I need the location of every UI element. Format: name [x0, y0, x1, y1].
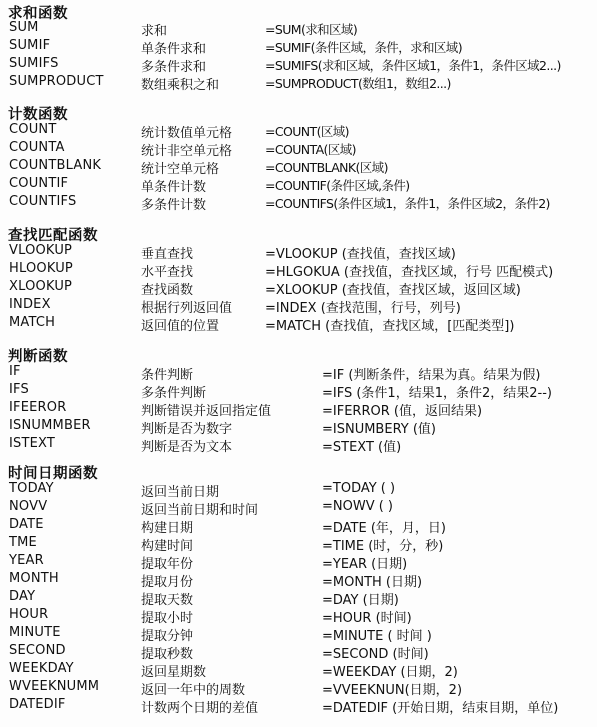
function-description: 构建时间	[141, 539, 194, 554]
function-row	[0, 315, 597, 333]
function-syntax: =COUNTA(区域)	[265, 142, 356, 157]
section-title: 查找匹配函数	[8, 228, 98, 244]
function-syntax: =XLOOKUP (查找值，查找区域，返回区域)	[265, 283, 521, 298]
function-name: ISNUMMBER	[9, 418, 91, 433]
function-syntax: =ISNUMBERY (值)	[322, 422, 436, 437]
function-name: HOUR	[9, 607, 49, 622]
function-name: IFEEROR	[9, 400, 67, 415]
function-syntax: =IF (判断条件，结果为真。结果为假)	[322, 368, 541, 383]
function-syntax: =COUNT(区域)	[265, 124, 349, 139]
section-title: 时间日期函数	[8, 466, 98, 482]
function-description: 返回值的位置	[141, 319, 220, 334]
function-name: NOVV	[9, 499, 48, 514]
function-name: MONTH	[9, 571, 59, 586]
function-name: COUNTBLANK	[9, 158, 102, 173]
function-description: 提取天数	[141, 593, 194, 608]
function-name: SUMIFS	[9, 56, 59, 71]
function-row	[0, 400, 597, 418]
function-syntax: =DAY (日期)	[322, 593, 399, 608]
function-description: 返回一年中的周数	[141, 683, 246, 698]
function-name: SECOND	[9, 643, 66, 658]
function-description: 返回当前日期	[141, 485, 220, 500]
function-name: SUMPRODUCT	[9, 74, 104, 89]
function-description: 判断是否为文本	[141, 440, 233, 455]
function-description: 单条件计数	[141, 180, 207, 195]
section-title: 判断函数	[8, 349, 68, 365]
function-description: 条件判断	[141, 368, 194, 383]
function-syntax: =IFERROR (值，返回结果)	[322, 404, 483, 419]
function-syntax: =DATE (年，月，日)	[322, 521, 446, 536]
function-syntax: =NOWV ( )	[322, 499, 394, 514]
function-description: 单条件求和	[141, 42, 207, 57]
function-row	[0, 436, 597, 454]
function-name: COUNTIFS	[9, 194, 77, 209]
function-syntax: =MATCH (查找值，查找区域，[匹配类型])	[265, 319, 515, 334]
function-row	[0, 661, 597, 679]
function-description: 多条件求和	[141, 60, 207, 75]
function-description: 查找函数	[141, 283, 194, 298]
function-description: 提取年份	[141, 557, 194, 572]
function-name: COUNTA	[9, 140, 65, 155]
function-row	[0, 158, 597, 176]
function-name: TODAY	[9, 481, 54, 496]
function-description: 提取月份	[141, 575, 194, 590]
function-syntax: =SECOND (时间)	[322, 647, 429, 662]
function-row	[0, 382, 597, 400]
function-description: 水平查找	[141, 265, 194, 280]
function-row	[0, 571, 597, 589]
function-name: COUNTIF	[9, 176, 69, 191]
function-name: XLOOKUP	[9, 279, 73, 294]
function-syntax: =IFS (条件1，结果1，条件2，结果2--)	[322, 386, 552, 401]
function-syntax: =YEAR (日期)	[322, 557, 408, 572]
function-row	[0, 122, 597, 140]
function-row	[0, 625, 597, 643]
function-name: MATCH	[9, 315, 56, 330]
function-name: TME	[9, 535, 37, 550]
function-syntax: =DATEDIF (开始日期，结束目期，单位)	[322, 701, 559, 716]
function-row	[0, 517, 597, 535]
function-description: 提取小时	[141, 611, 194, 626]
function-description: 求和	[141, 24, 168, 39]
function-name: WEEKDAY	[9, 661, 74, 676]
function-row	[0, 140, 597, 158]
function-syntax: =VLOOKUP (查找值，查找区域)	[265, 247, 456, 262]
function-row	[0, 56, 597, 74]
function-row	[0, 176, 597, 194]
function-syntax: =COUNTIF(条件区域,条件)	[265, 178, 410, 193]
function-name: IF	[9, 364, 21, 379]
function-name: VLOOKUP	[9, 243, 73, 258]
function-name: SUMIF	[9, 38, 51, 53]
function-name: DATEDIF	[9, 697, 66, 712]
function-syntax: =SUM(求和区域)	[265, 22, 358, 37]
function-description: 提取分钟	[141, 629, 194, 644]
function-name: ISTEXT	[9, 436, 56, 451]
function-description: 数组乘积之和	[141, 78, 220, 93]
function-syntax: =MONTH (日期)	[322, 575, 423, 590]
function-name: MINUTE	[9, 625, 61, 640]
function-name: SUM	[9, 20, 39, 35]
function-row	[0, 679, 597, 697]
function-name: DAY	[9, 589, 36, 604]
function-syntax: =VVEEKNUN(日期，2)	[322, 683, 463, 698]
function-row	[0, 589, 597, 607]
function-row	[0, 607, 597, 625]
function-syntax: =SUMPRODUCT(数组1，数组2...)	[265, 76, 451, 91]
function-syntax: =HOUR (时间)	[322, 611, 412, 626]
function-row	[0, 243, 597, 261]
function-name: INDEX	[9, 297, 51, 312]
function-description: 返回星期数	[141, 665, 207, 680]
function-description: 统计数值单元格	[141, 126, 233, 141]
function-name: DATE	[9, 517, 44, 532]
function-syntax: =STEXT (值)	[322, 440, 402, 455]
function-description: 多条件计数	[141, 198, 207, 213]
function-description: 根据行列返回值	[141, 301, 233, 316]
function-row	[0, 499, 597, 517]
function-syntax: =INDEX (查找范围，行号，列号)	[265, 301, 461, 316]
function-description: 统计空单元格	[141, 162, 220, 177]
function-row	[0, 297, 597, 315]
function-row	[0, 74, 597, 92]
function-description: 计数两个日期的差值	[141, 701, 259, 716]
function-row	[0, 697, 597, 715]
section-title: 求和函数	[8, 6, 68, 22]
function-syntax: =TIME (时，分，秒)	[322, 539, 444, 554]
function-name: IFS	[9, 382, 29, 397]
function-description: 构建日期	[141, 521, 194, 536]
function-syntax: =WEEKDAY (日期，2)	[322, 665, 458, 680]
function-syntax: =COUNTIFS(条件区域1，条件1，条件区域2，条件2)	[265, 196, 550, 211]
function-syntax: =SUMIFS(求和区域，条件区域1，条件1，条件区域2...)	[265, 58, 561, 73]
function-description: 多条件判断	[141, 386, 207, 401]
section-title: 计数函数	[8, 107, 68, 123]
function-description: 判断是否为数字	[141, 422, 233, 437]
function-row	[0, 553, 597, 571]
function-row	[0, 20, 597, 38]
function-syntax: =SUMIF(条件区域，条件，求和区域)	[265, 40, 462, 55]
function-description: 提取秒数	[141, 647, 194, 662]
function-row	[0, 194, 597, 212]
function-row	[0, 364, 597, 382]
function-syntax: =COUNTBLANK(区域)	[265, 160, 388, 175]
function-syntax: =HLGOKUA (查找值，查找区域，行号 匹配模式)	[265, 265, 554, 280]
function-row	[0, 38, 597, 56]
function-row	[0, 643, 597, 661]
function-syntax: =TODAY ( )	[322, 481, 396, 496]
function-syntax: =MINUTE ( 时间 )	[322, 629, 432, 644]
function-description: 判断错误并返回指定值	[141, 404, 272, 419]
function-description: 返回当前日期和时间	[141, 503, 259, 518]
function-name: HLOOKUP	[9, 261, 73, 276]
function-description: 垂直查找	[141, 247, 194, 262]
function-name: WVEEKNUMM	[9, 679, 100, 694]
function-name: COUNT	[9, 122, 57, 137]
function-row	[0, 261, 597, 279]
function-row	[0, 481, 597, 499]
function-description: 统计非空单元格	[141, 144, 233, 159]
function-row	[0, 418, 597, 436]
function-row	[0, 279, 597, 297]
function-row	[0, 535, 597, 553]
function-name: YEAR	[9, 553, 44, 568]
